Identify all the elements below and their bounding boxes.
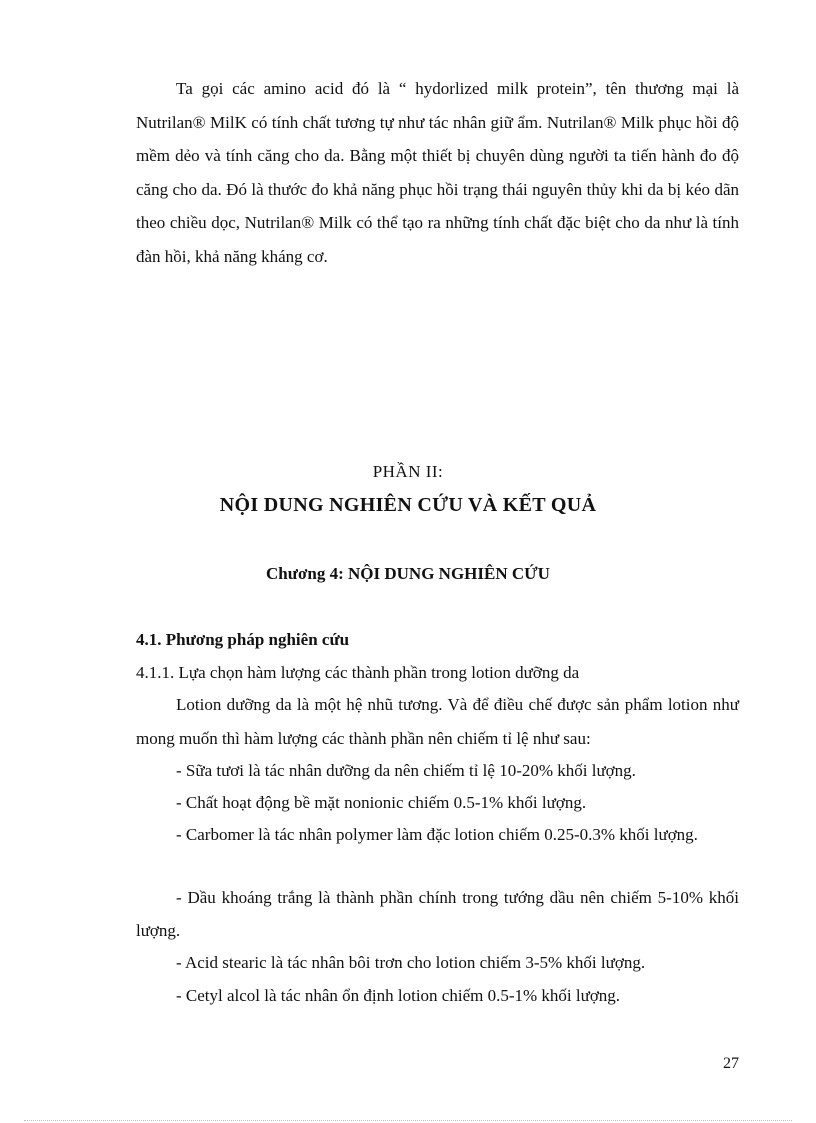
section-heading: 4.1. Phương pháp nghiên cứu — [136, 630, 350, 649]
footer-divider — [24, 1120, 792, 1121]
list-item: - Sữa tươi là tác nhân dưỡng da nên chiếm tỉ lệ 10-20% khối lượng. — [176, 761, 636, 780]
section-paragraph: Lotion dưỡng da là một hệ nhũ tương. Và để điều chế được sản phẩm lotion như mong muốn thì hàm lượng các thành phần nên chiếm tỉ lệ như sau: — [136, 695, 739, 748]
list-item: - Chất hoạt động bề mặt nonionic chiếm 0.5-1% khối lượng. — [176, 793, 587, 812]
part-label: PHẦN II: — [372, 462, 444, 481]
intro-paragraph: Ta gọi các amino acid đó là “ hydorlized milk protein”, tên thương mại là Nutrilan® MilK có tính chất tương tự như tác nhân giữ ẩm. Nutrilan® Milk phục hồi độ mềm dẻo và tính căng cho da. Bằng một thiết bị chuyên dùng người ta tiến hành đo độ căng cho da. Đó là thước đo khả năng phục hồi trạng thái nguyên thủy khi da bị kéo dãn theo chiều dọc, Nutrilan® Milk có thể tạo ra những tính chất đặc biệt cho da như là tính đàn hồi, khả năng kháng cơ. — [136, 79, 739, 266]
chapter-title: Chương 4: NỘI DUNG NGHIÊN CỨU — [266, 564, 550, 583]
list-item: - Carbomer là tác nhân polymer làm đặc lotion chiếm 0.25-0.3% khối lượng. — [176, 825, 698, 844]
list-item: - Cetyl alcol là tác nhân ổn định lotion chiếm 0.5-1% khối lượng. — [176, 986, 621, 1005]
list-item: - Dầu khoáng trắng là thành phần chính trong tướng dầu nên chiếm 5-10% khối lượng. — [136, 888, 739, 940]
subsection-heading: 4.1.1. Lựa chọn hàm lượng các thành phần trong lotion dưỡng da — [136, 663, 580, 682]
page-number: 27 — [723, 1055, 739, 1072]
part-title: NỘI DUNG NGHIÊN CỨU VÀ KẾT QUẢ — [219, 494, 597, 516]
list-item: - Acid stearic là tác nhân bôi trơn cho lotion chiếm 3-5% khối lượng. — [176, 953, 646, 972]
